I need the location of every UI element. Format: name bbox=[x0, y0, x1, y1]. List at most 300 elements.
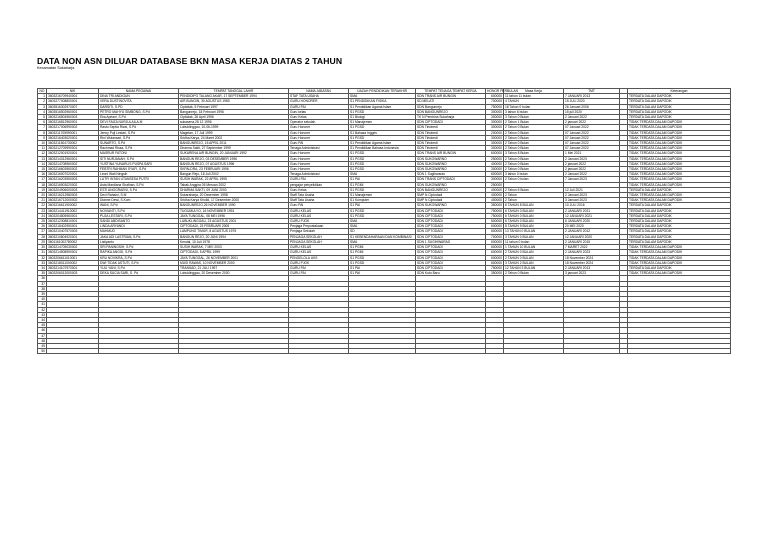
table-cell: Tabak Anggira 05 Meruan 2002 bbox=[179, 182, 289, 187]
table-cell: SDN CIPTODADI bbox=[416, 250, 486, 255]
table-cell: 350000 bbox=[486, 271, 504, 276]
table-cell: BANGUN REJO, 03 DESEMBER 1996 bbox=[179, 156, 289, 161]
table-cell: SDN CIPTODADI bbox=[416, 208, 486, 213]
table-cell: STAF TATA USAHA bbox=[289, 94, 349, 99]
table-cell: SDN BANGUNREJO bbox=[416, 187, 486, 192]
table-cell: TIDAK TERDATA DALAM DAPODIK bbox=[628, 151, 731, 156]
table-cell: 2 Tahun bbox=[504, 198, 564, 203]
table-cell: SMA bbox=[349, 224, 416, 229]
table-cell: 2 Januari 2022 bbox=[564, 172, 620, 177]
table-cell: TERDATA DALAM DAPODIK bbox=[628, 99, 731, 104]
table-cell: 1 Mei 2021 bbox=[564, 151, 620, 156]
table-cell: 3603216403020001 bbox=[47, 135, 99, 140]
table-cell: NOVIANTI, S.Pd bbox=[99, 208, 179, 213]
table-cell: 3603216504960003 bbox=[47, 115, 99, 120]
table-cell: KRU NOVIKRA, S.Pd bbox=[99, 255, 179, 260]
table-cell: SUSIH WARAK, 22 APRIL 1995 bbox=[179, 177, 289, 182]
table-cell: 3 TAHUN 0 BULAN bbox=[504, 234, 564, 239]
table-cell: TERDATA DALAM DAPODIK bbox=[628, 203, 731, 208]
table-cell: SDN CIPTODADI bbox=[416, 255, 486, 260]
table-cell: GURU PJOK bbox=[289, 260, 349, 265]
table-cell: DEKA SUCIA SARI, S. Pd bbox=[99, 271, 179, 276]
table-cell: 700000 bbox=[486, 99, 504, 104]
table-cell: 2 Tahun 0 Bulan bbox=[504, 130, 564, 135]
table-cell: 8 bbox=[38, 130, 47, 135]
table-cell: 39 bbox=[38, 291, 47, 296]
table-cell: 400000 bbox=[486, 187, 504, 192]
table-cell: 7 MARET 2022 bbox=[564, 245, 620, 250]
table-cell: SMP N Ciptodadi bbox=[416, 198, 486, 203]
table-cell: pengajar penyelidikan bbox=[289, 182, 349, 187]
table-cell: 3603212001920001 bbox=[47, 151, 99, 156]
table-cell: 3 Januari 2023 bbox=[564, 198, 620, 203]
table-cell: 43 bbox=[38, 312, 47, 317]
table-cell: MASRUR FATONI bbox=[99, 151, 179, 156]
table-cell: S1 PGSD bbox=[349, 151, 416, 156]
table-cell: PENGELOLA UKS bbox=[289, 255, 349, 260]
table-cell: 3603216611900002 bbox=[47, 203, 99, 208]
table-cell: AIR BUNGIN, 30 AGUSTUS 1980 bbox=[179, 99, 289, 104]
table-cell: 18 Tahun 0 bulan bbox=[504, 104, 564, 109]
column-header: Keterangan bbox=[628, 89, 731, 94]
table-cell: Operator sekolah bbox=[289, 120, 349, 125]
table-cell: SKPALDRA, 23 FEBRUARI 1996 bbox=[179, 167, 289, 172]
table-cell: 7 bbox=[38, 125, 47, 130]
table-cell: SDN Tirtotredi bbox=[416, 125, 486, 130]
table-cell: 3603214708960002 bbox=[47, 161, 99, 166]
table-cell: S1 Bahasa Inggris bbox=[349, 130, 416, 135]
table-cell: Rini Wulansari, S.Pd bbox=[99, 135, 179, 140]
table-cell: 7 Januari 2023 bbox=[564, 177, 620, 182]
table-cell bbox=[486, 349, 504, 354]
table-cell: 2 Januari 2023 bbox=[564, 156, 620, 161]
table-cell: Guru Honorer bbox=[289, 125, 349, 130]
table-cell: 42 bbox=[38, 307, 47, 312]
table-cell: SMA bbox=[349, 219, 416, 224]
table-cell: TIDAK TERDATA DALAM DAPODIK bbox=[628, 193, 731, 198]
table-cell: sukasena,28 12 1996 bbox=[179, 120, 289, 125]
table-cell: 600000 bbox=[486, 229, 504, 234]
column-header: NIK bbox=[47, 89, 99, 94]
table-cell: 34 bbox=[38, 265, 47, 270]
table-cell: S1 PAI bbox=[349, 177, 416, 182]
table-cell: 6 TAHUN 0 BULAN bbox=[504, 208, 564, 213]
table-cell: BANGUN REJO, 20 JUNI 1994 bbox=[179, 234, 289, 239]
table-cell: 600000 bbox=[486, 245, 504, 250]
table-cell bbox=[349, 349, 416, 354]
table-cell: 3 januari 2023 bbox=[564, 271, 620, 276]
table-cell: SDN Tirtotredi bbox=[416, 135, 486, 140]
table-cell: Guru Honorer bbox=[289, 167, 349, 172]
table-cell: Cipkidak, 26 April 1996 bbox=[179, 115, 289, 120]
table-cell: 2 Tahun 1 Bulan bbox=[504, 120, 564, 125]
table-cell: TIDAK TERDATA DALAM DAPODIK bbox=[628, 255, 731, 260]
table-cell: Cipkidak, 5 Februari 1997 bbox=[179, 104, 289, 109]
table-cell: SDN SUKOWARNO bbox=[416, 167, 486, 172]
table-cell: SUSIH WARAK, 7 MEI 2003 bbox=[179, 245, 289, 250]
table-cell: SDN SUKOWARNO bbox=[416, 161, 486, 166]
table-cell bbox=[179, 349, 289, 354]
table-cell: Tenaga Administrasi bbox=[289, 146, 349, 151]
table-cell: Sridha Karya Khoild, 17 Desember 2000 bbox=[179, 198, 289, 203]
column-header: NAMA JABATAN bbox=[289, 89, 349, 94]
table-cell: 2 Tahun 0 Bulan bbox=[504, 135, 564, 140]
table-cell: 2 Tahun bbox=[504, 193, 564, 198]
table-cell: Sukaraharja, 20 Desember 1998 bbox=[179, 193, 289, 198]
table-cell: 15 bbox=[38, 167, 47, 172]
table-cell: 18 November 2024 bbox=[564, 255, 620, 260]
table-cell: 2 januari 2022 bbox=[564, 167, 620, 172]
table-cell: CIPTODADI, 5 APRIL 1999 bbox=[179, 250, 289, 255]
table-cell: TK N Pembina Sukaharja bbox=[416, 115, 486, 120]
table-cell: Rachmad Rissa, S.Pd bbox=[99, 146, 179, 151]
table-cell: 300000 bbox=[486, 141, 504, 146]
table-cell: S1 PGSD bbox=[349, 187, 416, 192]
table-cell: 3601161002780002 bbox=[47, 239, 99, 244]
table-cell: TERDATA DALAM DAPODIK bbox=[628, 94, 731, 99]
table-cell: 200000 bbox=[486, 130, 504, 135]
table-cell: 750000 bbox=[486, 104, 504, 109]
table-cell: 3603216709940001 bbox=[47, 94, 99, 99]
table-cell: SDN Kutu Baru bbox=[416, 271, 486, 276]
table-cell: 3603206012000003 bbox=[47, 271, 99, 276]
table-cell: 46 bbox=[38, 328, 47, 333]
table-cell: 3603212709990001 bbox=[47, 146, 99, 151]
table-cell: DWI TIDAK ASTUTI, S.Pd bbox=[99, 260, 179, 265]
table-cell: SDN TRANS AIR BUNGIN bbox=[416, 94, 486, 99]
table-cell: Leoni Wati Ningsih bbox=[99, 172, 179, 177]
table-cell: 750000 bbox=[486, 208, 504, 213]
table-cell: JAKA ADI LASTRIAN, S.Pd bbox=[99, 234, 179, 239]
table-cell: S1 PGMI bbox=[349, 245, 416, 250]
table-cell: 07 Januari 2022 bbox=[564, 125, 620, 130]
table-cell: BANGUNREJO, 15 APRIL 2011 bbox=[179, 141, 289, 146]
table-cell: 750000 bbox=[486, 213, 504, 218]
table-cell: 28 bbox=[38, 234, 47, 239]
table-cell: 3603218011000002 bbox=[47, 260, 99, 265]
table-cell: TIDAK TERDATA DALAM DAPODIK bbox=[628, 198, 731, 203]
table-cell: SDN 1 Sugihwaras bbox=[416, 172, 486, 177]
table-cell: 3 tahun 0 bulan bbox=[504, 172, 564, 177]
table-cell: 41 bbox=[38, 302, 47, 307]
table-cell: Guru Honorer bbox=[289, 135, 349, 140]
table-cell: S1 Pendidikan Agama Islam bbox=[349, 104, 416, 109]
table-cell: 3 Tahun 0 Bulan bbox=[504, 115, 564, 120]
table-cell: 11 bbox=[38, 146, 47, 151]
table-cell: 1 bbox=[38, 94, 47, 99]
table-cell: TIDAK TERDATA DALAM DAPODIK bbox=[628, 250, 731, 255]
table-cell: TERDATA DALAM DAPODIK bbox=[628, 224, 731, 229]
table-cell: S1 PGSD bbox=[349, 213, 416, 218]
table-cell: 3603212308810001 bbox=[47, 219, 99, 224]
table-cell: 3603214411910002 bbox=[47, 208, 99, 213]
table-cell: S1 PAI bbox=[349, 271, 416, 276]
table-cell: 3603516502960001 bbox=[47, 109, 99, 114]
table-cell: Eka Apriani, S.Pd bbox=[99, 115, 179, 120]
table-cell: Dharma Sakti, 27 September 1999 bbox=[179, 146, 289, 151]
table-cell: Rastu Septia Rizal, S.Pd bbox=[99, 125, 179, 130]
table-cell: 10 JULI 2016 bbox=[564, 203, 620, 208]
column-header: Masa Kerja bbox=[504, 89, 564, 94]
table-cell: 18 bbox=[38, 182, 47, 187]
table-cell: 8 TAHUN 9 BULAN bbox=[504, 224, 564, 229]
table-cell: TIDAK TERDATA DALAM DAPODIK bbox=[628, 177, 731, 182]
table-cell: GURU KELAS bbox=[289, 250, 349, 255]
table-cell: SMA bbox=[349, 172, 416, 177]
table-cell bbox=[620, 349, 628, 354]
table-cell: 600000 bbox=[486, 219, 504, 224]
table-cell: TIDAK TERDATA DALAM DAPODIK bbox=[628, 156, 731, 161]
table-cell: 6 TAHUN 0 BULAN bbox=[504, 213, 564, 218]
table-cell: GURU KELAS bbox=[289, 213, 349, 218]
table-cell: Guru Kelas bbox=[289, 187, 349, 192]
table-cell: 300000 bbox=[486, 167, 504, 172]
table-cell: 2 januari 2022 bbox=[564, 120, 620, 125]
table-cell: 750000 bbox=[486, 265, 504, 270]
table-cell: Guru Honorer bbox=[289, 161, 349, 166]
table-cell: S1 PAI bbox=[349, 203, 416, 208]
table-cell: 11 tahun 0 bulan bbox=[504, 239, 564, 244]
table-cell: 3603214312960001 bbox=[47, 156, 99, 161]
table-cell: 48 bbox=[38, 338, 47, 343]
table-cell: SUKARENA AIR BUNGIN, 20 JANUARI 1992 bbox=[179, 151, 289, 156]
table-cell: PETRO MAHYU SIMBONG, S.Pd bbox=[99, 109, 179, 114]
table-cell: 24 bbox=[38, 213, 47, 218]
table-cell: 17 bbox=[38, 177, 47, 182]
table-cell: 07 Januari 2022 bbox=[564, 130, 620, 135]
table-cell: 07 Januari 2022 bbox=[564, 146, 620, 151]
table-cell: Jenny Puji Lestari, S.Pd bbox=[99, 130, 179, 135]
table-cell: TIDAK TERDATA DALAM DAPODIK bbox=[628, 130, 731, 135]
table-cell: GURU HONORER bbox=[289, 99, 349, 104]
table-cell: GURU PAI bbox=[289, 104, 349, 109]
table-cell: Staff Tata Usaha bbox=[289, 198, 349, 203]
table-cell: 12 JANUARI 2021 bbox=[564, 213, 620, 218]
table-cell: 600000 bbox=[486, 224, 504, 229]
column-header: NAMA PEGAWAI bbox=[99, 89, 179, 94]
table-cell: 300000 bbox=[486, 125, 504, 130]
column-header: TMT bbox=[564, 89, 620, 94]
table-cell: S1 PGMI bbox=[349, 182, 416, 187]
table-cell: 6 bbox=[38, 120, 47, 125]
table-cell: 38 bbox=[38, 286, 47, 291]
table-cell: Magetan, 17 Juli 1999 bbox=[179, 130, 289, 135]
table-cell: BANGUNREJO,26 NOVEMBER 1990 bbox=[179, 203, 289, 208]
table-cell: 31 bbox=[38, 250, 47, 255]
table-cell: 300000 bbox=[486, 146, 504, 151]
table-cell: 3603217006990002 bbox=[47, 125, 99, 130]
table-cell: 3 bbox=[38, 104, 47, 109]
table-cell: 33 bbox=[38, 260, 47, 265]
table-cell: 21 bbox=[38, 198, 47, 203]
table-cell: 300000 bbox=[486, 135, 504, 140]
table-cell: TIDAK TERDATA DALAM DAPODIK bbox=[628, 146, 731, 151]
table-cell: 1 TAHUN 10 BULAN bbox=[504, 245, 564, 250]
column-header: TEMPAT TENAGA TEMPAT KERJA bbox=[416, 89, 486, 94]
table-cell: SDN CIPTODADI bbox=[416, 265, 486, 270]
table-cell: TERDATA DALAM DAPODIK bbox=[628, 234, 731, 239]
table-cell: TIDAK TERDATA DALAM DAPODIK bbox=[628, 271, 731, 276]
table-cell: 18 November 2024 bbox=[564, 260, 620, 265]
table-cell: 300000 bbox=[486, 120, 504, 125]
table-cell: 6 JANUARI 2020 bbox=[564, 219, 620, 224]
table-cell: S1 Pendidikan Bahasa Indonesia bbox=[349, 146, 416, 151]
table-cell: 400000 bbox=[486, 198, 504, 203]
table-cell: Penjaga Sekolah bbox=[289, 229, 349, 234]
table-cell: SRI PANINGSIH, S.Pd bbox=[99, 245, 179, 250]
table-cell: 6 TAHUN 8 BULAN bbox=[504, 203, 564, 208]
table-cell: S1 Manajemen bbox=[349, 120, 416, 125]
table-cell: SD bbox=[349, 229, 416, 234]
document-subtitle: Kecamatan Sukaharja bbox=[37, 66, 75, 70]
table-cell bbox=[47, 349, 99, 354]
table-cell: 11 tahun 11 bulan bbox=[504, 94, 564, 99]
table-cell: GURU PAI bbox=[289, 177, 349, 182]
table-cell: 50 bbox=[38, 349, 47, 354]
table-cell: DARSITI, S.PD bbox=[99, 104, 179, 109]
table-cell: MAHMUD bbox=[99, 229, 179, 234]
table-cell: 36 bbox=[38, 276, 47, 281]
table-cell: RAPIKA ANGGI, S.Pd bbox=[99, 250, 179, 255]
table-cell: 2 JANUARI 2023 bbox=[564, 250, 620, 255]
table-cell: 2 bbox=[38, 99, 47, 104]
table-cell: 600000 bbox=[486, 151, 504, 156]
table-cell: 3603204906000003 bbox=[47, 187, 99, 192]
table-cell: 27 bbox=[38, 229, 47, 234]
table-cell: SDN SUKOWARNO bbox=[416, 203, 486, 208]
table-cell: LINDA ARYANDI bbox=[99, 224, 179, 229]
table-cell: 20 bbox=[38, 193, 47, 198]
table-cell: 2 Tahun 0 Bulan bbox=[504, 271, 564, 276]
table-cell: 2 Januari 2023 bbox=[564, 193, 620, 198]
table-cell: S1 PGSD bbox=[349, 167, 416, 172]
table-cell: S1 Biologi bbox=[349, 115, 416, 120]
table-cell: 2 JANUARI 2021 bbox=[564, 208, 620, 213]
table-cell: 3603211705990001 bbox=[47, 130, 99, 135]
table-cell: S1 PGSD bbox=[349, 208, 416, 213]
column-header: IJAZAH PENDIDIKAN TERAKHIR bbox=[349, 89, 416, 94]
table-cell: FEBTRI RAHMAN SYAFI, S.Pd bbox=[99, 167, 179, 172]
table-cell: TRANSAD, 21 JULI 1997 bbox=[179, 265, 289, 270]
table-cell: GURU KELAS bbox=[289, 208, 349, 213]
table-cell bbox=[504, 349, 564, 354]
table-cell: GURU PAI bbox=[289, 271, 349, 276]
table-cell: SDN CIPTODADI bbox=[416, 234, 486, 239]
table-cell: YULI YANI, S.Pd bbox=[99, 265, 179, 270]
table-cell: PUJA LESTARI, S.Pd bbox=[99, 213, 179, 218]
table-cell: 2 JANUARI 2012 bbox=[564, 229, 620, 234]
table-cell: TIDAK TERDATA DALAM DAPODIK bbox=[628, 182, 731, 187]
table-cell: SDN 1 SUGIHWARAS bbox=[416, 239, 486, 244]
table-cell: S1 PGSD bbox=[349, 156, 416, 161]
table-cell: 400000 bbox=[486, 161, 504, 166]
table-cell: SDN TRANS AIR BUNGIN bbox=[416, 151, 486, 156]
table-cell: 2 Januari 2022 bbox=[564, 115, 620, 120]
table-cell: SDN Tirtotredi bbox=[416, 141, 486, 146]
table-cell: SUNARTO, S.Pd bbox=[99, 141, 179, 146]
table-body bbox=[38, 94, 731, 354]
table-cell: 2 JANUARI 2015 bbox=[564, 239, 620, 244]
table-cell: Sridha Karya, 24 Maret 2002 bbox=[179, 135, 289, 140]
table-cell: 5 bbox=[38, 115, 47, 120]
table-cell: 49 bbox=[38, 343, 47, 348]
table-cell: TIDAK TERDATA DALAM DAPODIK bbox=[628, 125, 731, 130]
table-cell: SMA bbox=[349, 94, 416, 99]
table-cell: 07 Januari 2022 bbox=[564, 135, 620, 140]
table-cell: Lubuklinggau, 20 Desember 2000 bbox=[179, 271, 289, 276]
table-cell: 2 januari 2022 bbox=[564, 161, 620, 166]
table-cell bbox=[416, 349, 486, 354]
table-cell: GURU PJOK bbox=[289, 219, 349, 224]
table-cell: 3603206611010001 bbox=[47, 255, 99, 260]
table-cell: 9 bbox=[38, 135, 47, 140]
table-cell: 19 bbox=[38, 187, 47, 192]
table-cell: Dianne Dewi, S.Kom bbox=[99, 198, 179, 203]
table-cell: SDN Bangunrejo bbox=[416, 104, 486, 109]
table-cell: 3603214107970001 bbox=[47, 265, 99, 270]
table-cell: S1 PGSD bbox=[349, 135, 416, 140]
table-cell: 3603277008800001 bbox=[47, 99, 99, 104]
table-cell: 250000 bbox=[486, 182, 504, 187]
table-cell: WANI, S.Pd bbox=[99, 203, 179, 208]
table-cell: Devi Rahaini, S.M bbox=[99, 193, 179, 198]
table-cell: 2 TAHUN 0 BULAN bbox=[504, 255, 564, 260]
document-title: DATA NON ASN DILUAR DATABASE BKN MASA KERJA DIATAS 2 TAHUN bbox=[37, 56, 343, 66]
table-cell: 3 tahun 6 bulan bbox=[504, 109, 564, 114]
table-cell bbox=[628, 349, 731, 354]
table-cell: 2 Tahun 0 Bulan bbox=[504, 167, 564, 172]
table-cell: SDN TRANS CIPTODADI bbox=[416, 177, 486, 182]
table-cell: 2 JANUARI 2013 bbox=[564, 265, 620, 270]
table-cell: SDN CIPTODADI bbox=[416, 245, 486, 250]
table-cell: SDN CIPTODADI bbox=[416, 219, 486, 224]
table-cell: VERA DUSTINOVITA bbox=[99, 99, 179, 104]
table-cell: TERDATA DALAM DAPODIK bbox=[628, 104, 731, 109]
table-cell: Listiyanto bbox=[99, 239, 179, 244]
table-cell: TIDAK TERDATA DALAM DAPODIK bbox=[628, 167, 731, 172]
table-cell: 13 TAHUN 0 BULAN bbox=[504, 229, 564, 234]
table-row bbox=[38, 349, 731, 354]
table-cell: TIDAK TERDATA DALAM DAPODIK bbox=[628, 120, 731, 125]
table-cell: S1 PGSD bbox=[349, 260, 416, 265]
table-cell: GURU KELAS bbox=[289, 245, 349, 250]
table-cell: SDN CIPTODADI bbox=[416, 213, 486, 218]
table-cell: 47 bbox=[38, 333, 47, 338]
table-cell: SDN CIPTODADI bbox=[416, 224, 486, 229]
table-cell: 300000 bbox=[486, 109, 504, 114]
table-cell: 07 Januari 2022 bbox=[564, 141, 620, 146]
table-cell: TIDAK TERDATA DALAM DAPODIK bbox=[628, 135, 731, 140]
table-cell bbox=[564, 349, 620, 354]
table-cell: Lubuklinggau, 10-06-1999 bbox=[179, 125, 289, 130]
table-cell: 2 Tahun 0 Bulan bbox=[504, 146, 564, 151]
table-cell: SDN CIPTODADI bbox=[416, 229, 486, 234]
table-cell: GURU PAI bbox=[289, 265, 349, 270]
table-cell: Kendal, 10 Juli 1978 bbox=[179, 239, 289, 244]
table-cell: 3603216812960001 bbox=[47, 120, 99, 125]
table-cell: 26 Januari 2006 bbox=[564, 104, 620, 109]
column-header: NO bbox=[38, 89, 47, 94]
table-cell: 22 bbox=[38, 203, 47, 208]
table-cell: 3 TAHUN 2 BULAN bbox=[504, 260, 564, 265]
table-cell: 600000 bbox=[486, 250, 504, 255]
table-cell: 2 Tahun 0 bulan bbox=[504, 177, 564, 182]
table-cell: Guru PAI bbox=[289, 141, 349, 146]
table-cell: 3603216712000002 bbox=[47, 198, 99, 203]
table-cell: 3603216203950003 bbox=[47, 177, 99, 182]
table-cell: 16 bbox=[38, 172, 47, 177]
table-cell: SDN CIPTODADI bbox=[416, 260, 486, 265]
